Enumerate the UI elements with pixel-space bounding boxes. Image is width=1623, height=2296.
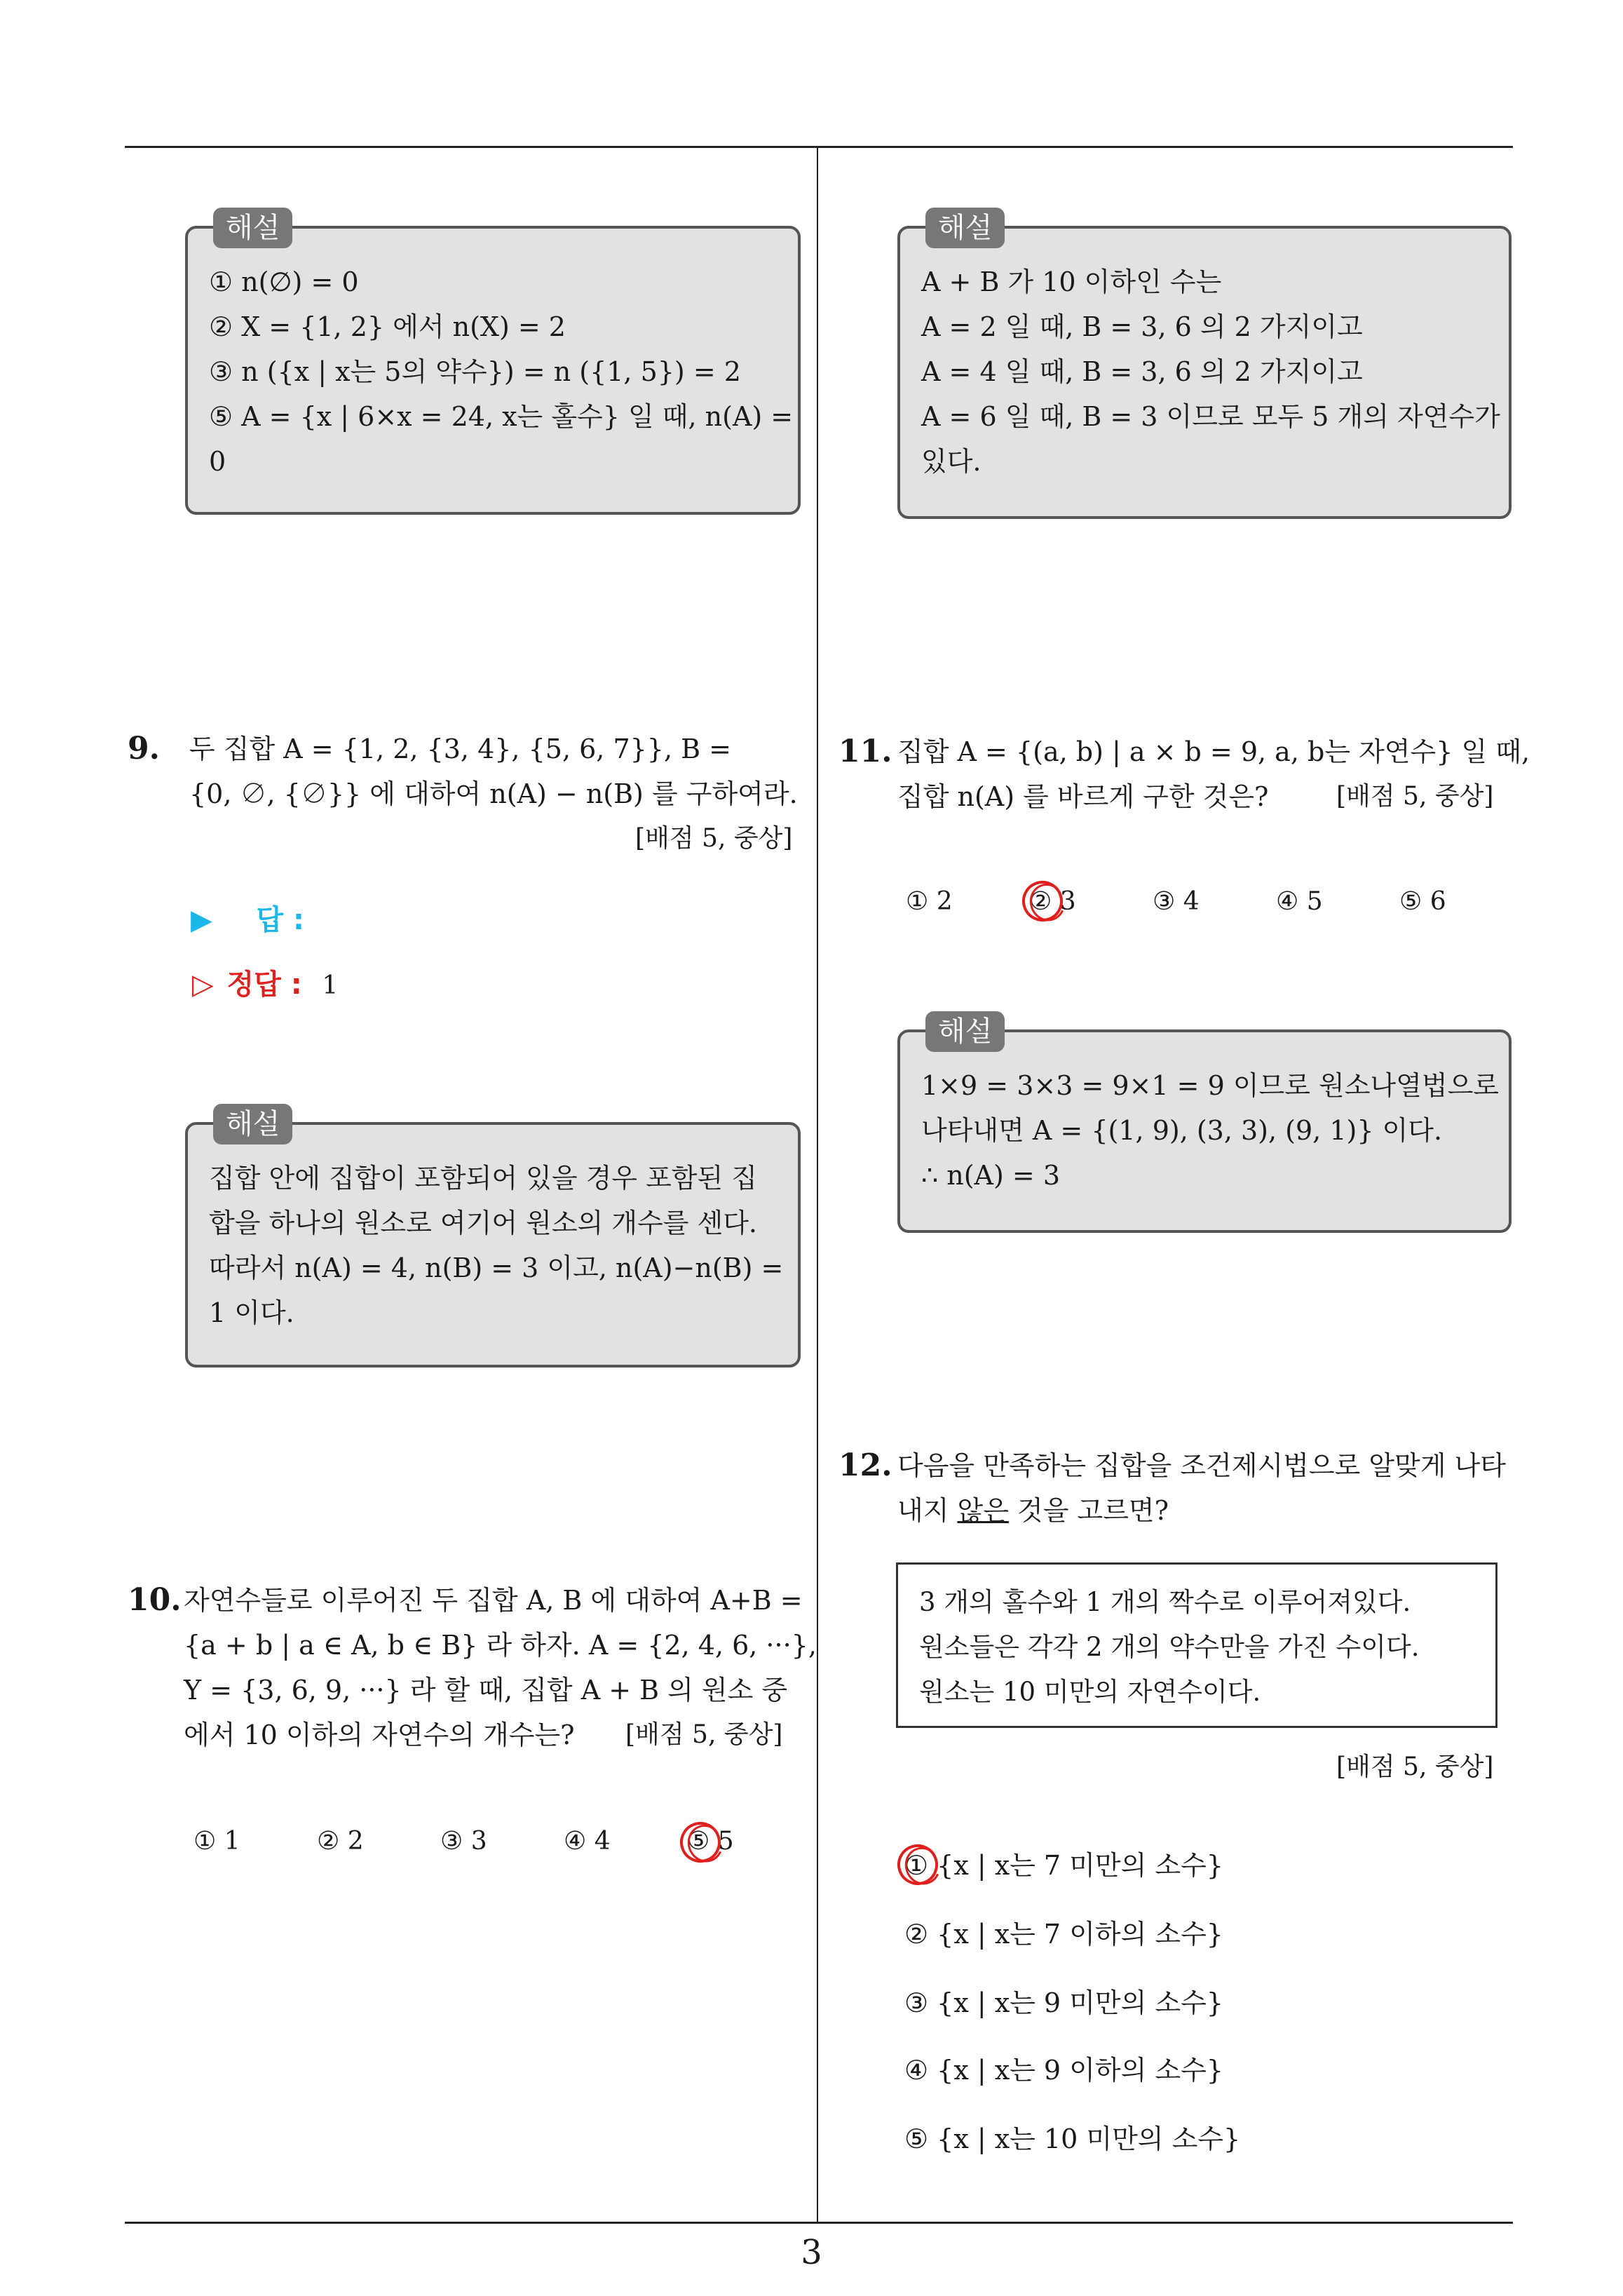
option-3[interactable]: ③ {x | x는 9 미만의 소수} (904, 1987, 1223, 2018)
question-11-choices (906, 879, 1483, 924)
question-line (897, 1488, 1514, 1533)
choice-3[interactable]: ③ 4 (1153, 887, 1200, 916)
question-12-number: 12. (838, 1447, 892, 1483)
solution-line: ② X = {1, 2} 에서 n(X) = 2 (209, 311, 566, 342)
condition-line: 원소는 10 미만의 자연수이다. (919, 1677, 1261, 1707)
solution-box-9 (185, 1108, 801, 1368)
solution-line: 집합 안에 집합이 포함되어 있을 경우 포함된 집 (209, 1163, 758, 1194)
solution-line: ① n(∅) = 0 (209, 266, 359, 297)
choice-5[interactable]: ⑤ 6 (1399, 887, 1446, 916)
question-12-text (897, 1443, 1514, 1533)
condition-line: 원소들은 각각 2 개의 약수만을 가진 수이다. (919, 1632, 1420, 1662)
question-line: 두 집합 A = {1, 2, {3, 4}, {5, 6, 7}}, B = (189, 734, 731, 764)
choice-1[interactable]: ① 2 (906, 887, 953, 916)
bottom-rule (125, 2222, 1513, 2224)
column-divider (817, 146, 818, 2223)
solution-tag: 해설 (213, 1104, 292, 1144)
question-line: 집합 A = {(a, b) | a × b = 9, a, b는 자연수} 일 때, (897, 736, 1530, 767)
solution-line: ③ n ({x | x는 5의 약수}) = n ({1, 5}) = 2 (209, 356, 741, 387)
option-4[interactable]: ④ {x | x는 9 이하의 소수} (904, 2055, 1223, 2086)
solution-box-10 (897, 212, 1512, 519)
condition-line: 3 개의 홀수와 1 개의 짝수로 이루어져있다. (919, 1587, 1411, 1617)
question-line: 에서 10 이하의 자연수의 개수는? (184, 1720, 575, 1750)
question-11-number: 11. (838, 734, 892, 769)
solution-line: A = 2 일 때, B = 3, 6 의 2 가지이고 (921, 311, 1363, 342)
question-10-number: 10. (128, 1582, 182, 1618)
emphasis-underline: 않은 (957, 1495, 1009, 1526)
solution-line: 합을 하나의 원소로 여기어 원소의 개수를 센다. (209, 1208, 758, 1238)
solution-line: 따라서 n(A) = 4, n(B) = 3 이고, n(A)−n(B) = (209, 1252, 784, 1283)
page-number: 3 (801, 2233, 822, 2272)
correct-label: 정답 : (226, 968, 302, 1001)
solution-tag: 해설 (925, 1011, 1005, 1052)
choice-4[interactable]: ④ 5 (1276, 887, 1323, 916)
choice-4[interactable]: ④ 4 (564, 1827, 611, 1856)
question-10-score: [배점 5, 중상] (625, 1720, 783, 1749)
question-line: {0, ∅, {∅}} 에 대하여 n(A) − n(B) 를 구하여라. (189, 778, 798, 809)
option-1[interactable]: ① {x | x는 7 미만의 소수} (904, 1850, 1223, 1881)
solution-line: A = 6 일 때, B = 3 이므로 모두 5 개의 자연수가 (921, 401, 1500, 432)
question-11-score: [배점 5, 중상] (1336, 782, 1494, 811)
choice-3[interactable]: ③ 3 (440, 1827, 487, 1856)
correct-answer-row (192, 964, 338, 1007)
choice-1[interactable]: ① 1 (193, 1827, 240, 1856)
solution-line: 있다. (921, 446, 982, 477)
question-fragment: 것을 고르면? (1008, 1495, 1169, 1526)
answer-row (191, 899, 304, 941)
question-9-text (189, 727, 806, 816)
question-line: 자연수들로 이루어진 두 집합 A, B 에 대하여 A+B = (184, 1585, 803, 1616)
answer-label: 답 : (256, 904, 305, 936)
question-fragment: 내지 (897, 1495, 958, 1526)
filled-triangle-icon: ▶ (191, 904, 212, 936)
conditions-box (896, 1562, 1498, 1728)
solution-tag: 해설 (925, 208, 1005, 248)
solution-line: ⑤ A = {x | 6×x = 24, x는 홀수} 일 때, n(A) = (209, 401, 794, 432)
top-rule (125, 146, 1513, 148)
solution-line: A + B 가 10 이하인 수는 (921, 266, 1222, 297)
solution-tag: 해설 (213, 208, 292, 248)
question-line: Y = {3, 6, 9, ···} 라 할 때, 집합 A + B 의 원소 중 (184, 1675, 788, 1706)
solution-line: A = 4 일 때, B = 3, 6 의 2 가지이고 (921, 356, 1363, 387)
correct-value: 1 (322, 971, 339, 1000)
solution-line: 1 이다. (209, 1297, 294, 1328)
choice-5[interactable]: ⑤ 5 (687, 1827, 734, 1856)
option-2[interactable]: ② {x | x는 7 이하의 소수} (904, 1919, 1223, 1950)
option-5[interactable]: ⑤ {x | x는 10 미만의 소수} (904, 2123, 1241, 2154)
outline-triangle-icon: ▷ (192, 968, 214, 1001)
question-9-number: 9. (128, 731, 160, 767)
choice-2[interactable]: ② 3 (1029, 887, 1076, 916)
solution-box-8 (185, 212, 801, 515)
solution-line: ∴ n(A) = 3 (921, 1160, 1060, 1191)
choice-2[interactable]: ② 2 (317, 1827, 364, 1856)
question-line: 집합 n(A) 를 바르게 구한 것은? (897, 781, 1269, 812)
solution-line: 나타내면 A = {(1, 9), (3, 3), (9, 1)} 이다. (921, 1115, 1443, 1146)
question-9-score: [배점 5, 중상] (635, 824, 793, 853)
solution-line: 1×9 = 3×3 = 9×1 = 9 이므로 원소나열법으로 (921, 1070, 1499, 1101)
solution-box-11 (897, 1015, 1512, 1233)
question-line: 다음을 만족하는 집합을 조건제시법으로 알맞게 나타 (897, 1450, 1506, 1481)
solution-line: 0 (209, 446, 226, 477)
question-12-score: [배점 5, 중상] (1336, 1753, 1494, 1781)
question-line: {a + b | a ∈ A, b ∈ B} 라 하자. A = {2, 4, 6, ···}, (184, 1630, 817, 1661)
